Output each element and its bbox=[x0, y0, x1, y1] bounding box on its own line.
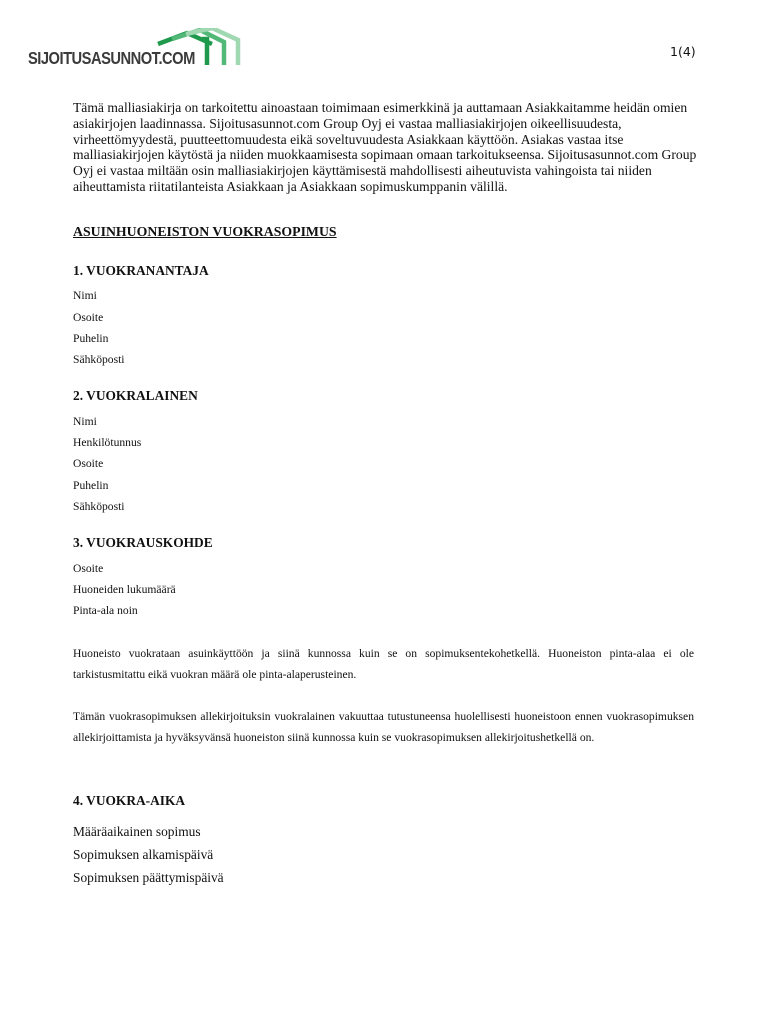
field-label: Huoneiden lukumäärä bbox=[73, 583, 176, 596]
field-label: Sähköposti bbox=[73, 500, 125, 513]
field-label: Määräaikainen sopimus bbox=[73, 824, 201, 839]
field-label: Henkilötunnus bbox=[73, 436, 142, 449]
field-label: Nimi bbox=[73, 289, 97, 302]
field-label: Sähköposti bbox=[73, 353, 125, 366]
logo-wordmark: SIJOITUSASUNNOT.COM bbox=[28, 48, 195, 68]
page-number: 1(4) bbox=[670, 44, 696, 59]
section-heading-rental-property: 3. VUOKRAUSKOHDE bbox=[73, 535, 213, 550]
field-label: Puhelin bbox=[73, 332, 109, 345]
section-heading-lease-term: 4. VUOKRA-AIKA bbox=[73, 793, 186, 808]
field-label: Osoite bbox=[73, 562, 104, 575]
company-logo bbox=[28, 28, 228, 70]
tenant-acknowledgement-paragraph: Tämän vuokrasopimuksen allekirjoituksin vuokralainen vakuuttaa tutustuneensa huolellisesti huoneistoon ennen vuokrasopimuksen allekirjoittamista ja hyväksyvänsä huoneiston siinä kunnossa kuin se vuokrasopimuksen allekirjoitushetkellä on. bbox=[73, 710, 694, 744]
document-title: ASUINHUONEISTON VUOKRASOPIMUS bbox=[73, 224, 337, 239]
field-label: Nimi bbox=[73, 415, 97, 428]
section-heading-tenant: 2. VUOKRALAINEN bbox=[73, 388, 198, 403]
section-heading-landlord: 1. VUOKRANANTAJA bbox=[73, 263, 209, 278]
property-condition-paragraph: Huoneisto vuokrataan asuinkäyttöön ja siinä kunnossa kuin se on sopimuksentekohetkellä. Huoneiston pinta-alaa ei ole tarkistusmitattu eikä vuokran määrä ole pinta-alaperusteinen. bbox=[73, 647, 694, 681]
field-label: Pinta-ala noin bbox=[73, 604, 138, 617]
field-label: Sopimuksen alkamispäivä bbox=[73, 847, 214, 862]
disclaimer-text: Tämä malliasiakirja on tarkoitettu ainoastaan toimimaan esimerkkinä ja auttamaan Asiakkaitamme heidän omien asiakirjojen laadinnassa. Sijoitusasunnot.com Group Oyj ei vastaa malliasiakirjojen oikeellisuudesta, virheettömyydestä, puutteettomuudesta eikä soveltuvuudesta Asiakkaan käyttöön. Asiakas vastaa itse malliasiakirjojen käytöstä ja niiden muokkaamisesta sopimaan omaan tarkoitukseensa. Sijoitusasunnot.com Group Oyj ei vastaa miltään osin malliasiakirjojen käyttämisestä mahdollisesti aiheutuvista vahingoista tai niiden aiheuttamista riitatilanteista Asiakkaan ja Asiakkaan sopimuskumppanin välillä. bbox=[73, 100, 697, 194]
field-label: Sopimuksen päättymispäivä bbox=[73, 870, 224, 885]
field-label: Osoite bbox=[73, 311, 104, 324]
field-label: Osoite bbox=[73, 457, 104, 470]
field-label: Puhelin bbox=[73, 479, 109, 492]
